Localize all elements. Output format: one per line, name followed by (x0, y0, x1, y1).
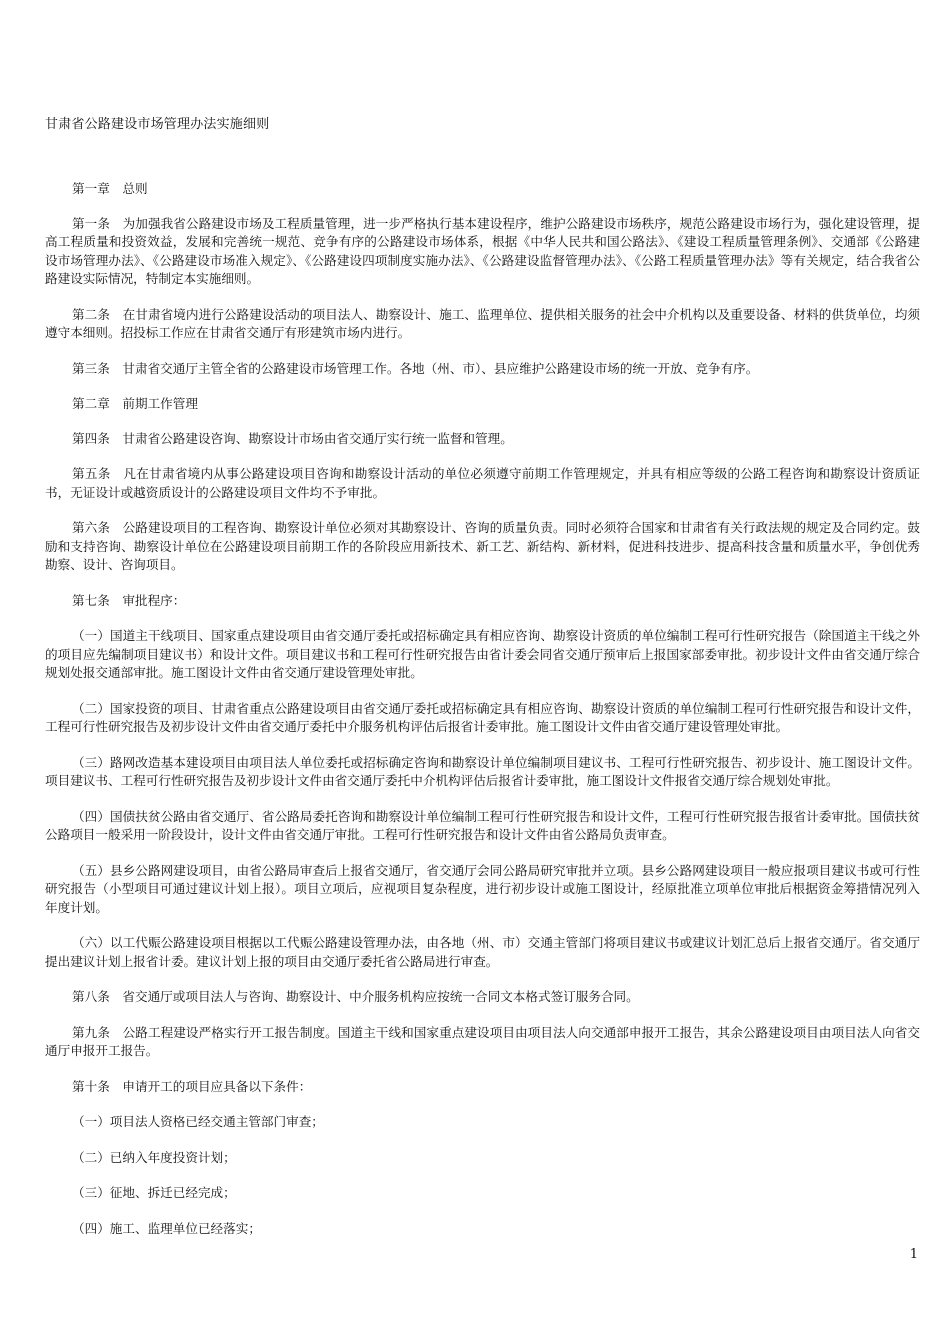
list-item-paragraph: （一）项目法人资格已经交通主管部门审查； (72, 1114, 324, 1129)
article-paragraph: 第一条 为加强我省公路建设市场及工程质量管理，进一步严格执行基本建设程序，维护公路建设市场秩序，规范公路建设市场行为，强化建设管理，提高工程质量和投资效益，发展和完善统一规范、竞争有序的公路建设市场体系，根据《中华人民共和国公路法》、《建设工程质量管理条例》、交通部《公路建设市场管理办法》、《公路建设市场准入规定》、《公路建设四项制度实施办法》、《公路建设监督管理办法》、《公路工程质量管理办法》等有关规定，结合我省公路建设实际情况，特制定本实施细则。 (45, 215, 920, 286)
chapter-heading: 第二章 前期工作管理 (72, 396, 198, 411)
document-body (45, 180, 920, 1255)
list-item-paragraph: （三）征地、拆迁已经完成； (72, 1185, 236, 1200)
article-paragraph: 第八条 省交通厅或项目法人与咨询、勘察设计、中介服务机构应按统一合同文本格式签订服务合同。 (72, 989, 639, 1004)
list-item-paragraph: （四）国债扶贫公路由省交通厅、省公路局委托咨询和勘察设计单位编制工程可行性研究报告和设计文件，工程可行性研究报告报省计委审批。国债扶贫公路项目一般采用一阶段设计，设计文件由省交通厅审批。工程可行性研究报告和设计文件由省公路局负责审查。 (45, 808, 920, 842)
chapter-heading: 第一章 总则 (72, 181, 148, 196)
list-item-paragraph: （四）施工、监理单位已经落实； (72, 1220, 261, 1236)
list-item-paragraph: （五）县乡公路网建设项目，由省公路局审查后上报省交通厅，省交通厅会同公路局研究审批并立项。县乡公路网建设项目一般应报项目建议书或可行性研究报告（小型项目可通过建议计划上报）。项目立项后，应视项目复杂程度，进行初步设计或施工图设计，经原批准立项单位审批后根据资金筹措情况列入年度计划。 (45, 862, 920, 915)
list-item-paragraph: （一）国道主干线项目、国家重点建设项目由省交通厅委托或招标确定具有相应咨询、勘察设计资质的单位编制工程可行性研究报告（除国道主干线之外的项目应先编制项目建议书）和设计文件。项目建议书和工程可行性研究报告由省计委会同省交通厅预审后上报国家部委审批。初步设计文件由省交通厅综合规划处报交通部审批。施工图设计文件由省交通厅建设管理处审批。 (45, 628, 920, 680)
article-paragraph: 第四条 甘肃省公路建设咨询、勘察设计市场由省交通厅实行统一监督和管理。 (72, 430, 513, 446)
article-paragraph: 第九条 公路工程建设严格实行开工报告制度。国道主干线和国家重点建设项目由项目法人向交通部申报开工报告，其余公路建设项目由项目法人向省交通厅申报开工报告。 (45, 1024, 920, 1058)
list-item-paragraph: （三）路网改造基本建设项目由项目法人单位委托或招标确定咨询和勘察设计单位编制项目建议书、工程可行性研究报告、初步设计、施工图设计文件。项目建议书、工程可行性研究报告及初步设计文件由省交通厅委托中介机构评估后报省计委审批，施工图设计文件报省交通厅综合规划处审批。 (45, 754, 920, 788)
article-paragraph: 第十条 申请开工的项目应具备以下条件： (72, 1078, 312, 1094)
article-paragraph: 第二条 在甘肃省境内进行公路建设活动的项目法人、勘察设计、施工、监理单位、提供相关服务的社会中介机构以及重要设备、材料的供货单位，均须遵守本细则。招投标工作应在甘肃省交通厅有形建筑市场内进行。 (45, 306, 920, 340)
article-paragraph: 第七条 审批程序： (72, 592, 186, 608)
document-title: 甘肃省公路建设市场管理办法实施细则 (45, 117, 270, 132)
list-item-paragraph: （六）以工代赈公路建设项目根据以工代赈公路建设管理办法，由各地（州、市）交通主管部门将项目建议书或建议计划汇总后上报省交通厅。省交通厅提出建议计划上报省计委。建议计划上报的项目由交通厅委托省公路局进行审查。 (45, 935, 920, 969)
list-item-paragraph: （二）已纳入年度投资计划； (72, 1149, 236, 1165)
list-item-paragraph: （二）国家投资的项目、甘肃省重点公路建设项目由省交通厅委托或招标确定具有相应咨询、勘察设计资质的单位编制工程可行性研究报告和设计文件，工程可行性研究报告及初步设计文件由省交通厅委托中介服务机构评估后报省计委审批。施工图设计文件由省交通厅建设管理处审批。 (45, 700, 920, 734)
article-paragraph: 第六条 公路建设项目的工程咨询、勘察设计单位必须对其勘察设计、咨询的质量负责。同时必须符合国家和甘肃省有关行政法规的规定及合同约定。鼓励和支持咨询、勘察设计单位在公路建设项目前期工作的各阶段应用新技术、新工艺、新结构、新材料，促进科技进步、提高科技含量和质量水平，争创优秀勘察、设计、咨询项目。 (45, 520, 920, 572)
page-number: 1 (909, 1247, 918, 1262)
article-paragraph: 第五条 凡在甘肃省境内从事公路建设项目咨询和勘察设计活动的单位必须遵守前期工作管理规定，并具有相应等级的公路工程咨询和勘察设计资质证书，无证设计或越资质设计的公路建设项目文件均不予审批。 (45, 466, 920, 500)
article-paragraph: 第三条 甘肃省交通厅主管全省的公路建设市场管理工作。各地（州、市）、县应维护公路建设市场的统一开放、竞争有序。 (72, 360, 759, 376)
